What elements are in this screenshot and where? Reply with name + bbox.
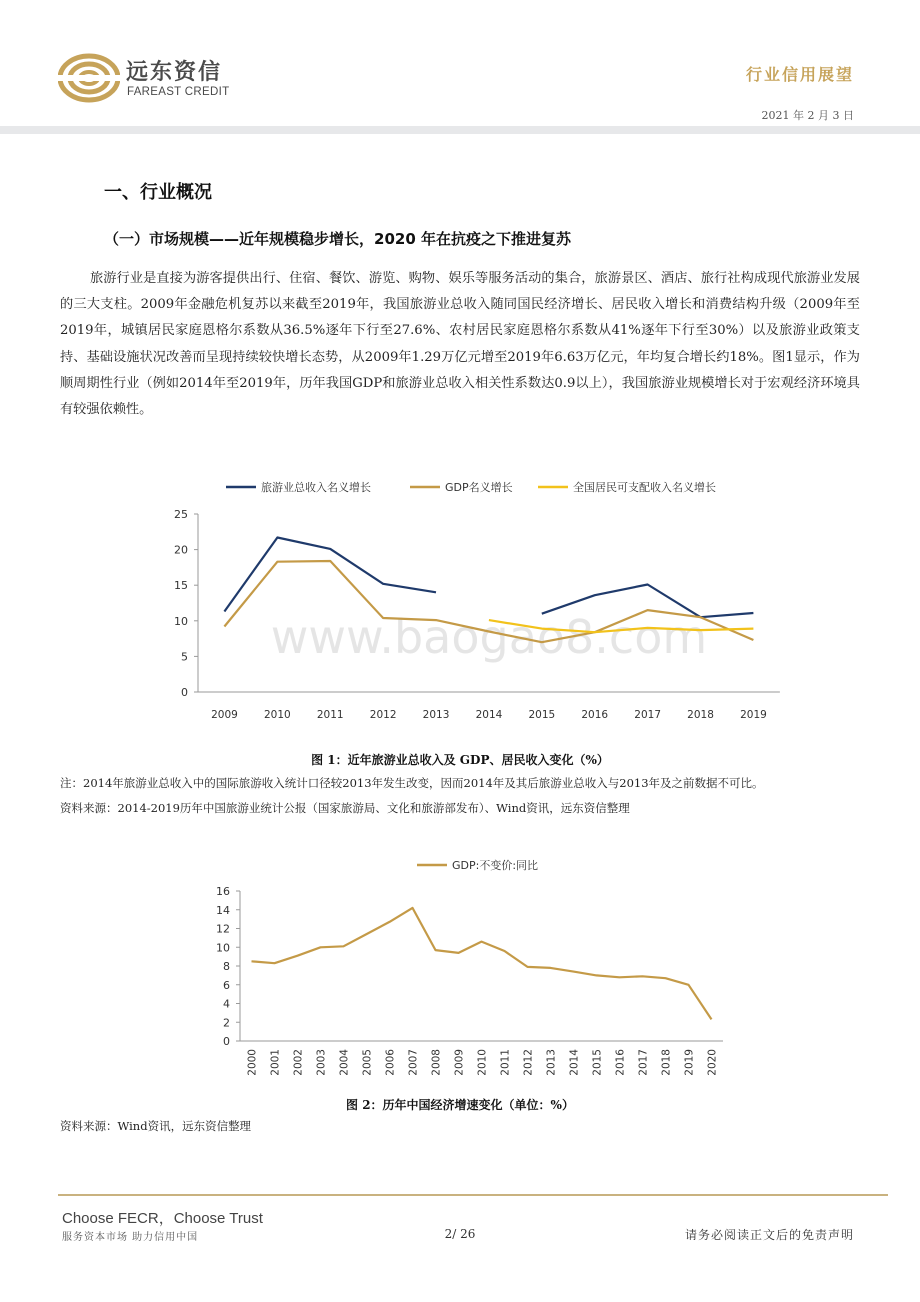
section-heading: 一、行业概况 — [104, 182, 212, 203]
figure2-caption: 图 2：历年中国经济增速变化（单位：%） — [346, 1098, 574, 1112]
watermark-text: www.baogao8.com — [270, 609, 708, 664]
x-tick-label: 2017 — [634, 709, 662, 721]
x-tick-label: 2016 — [614, 1049, 627, 1076]
y-tick-label: 14 — [216, 903, 230, 917]
x-tick-label: 2007 — [407, 1049, 420, 1076]
x-tick-label: 2014 — [475, 709, 503, 721]
x-tick-label: 2019 — [683, 1049, 696, 1076]
x-tick-label: 2001 — [269, 1049, 282, 1076]
subsection-heading: （一）市场规模——近年规模稳步增长，2020 年在抗疫之下推进复苏 — [104, 230, 571, 248]
footer-subslogan: 服务资本市场 助力信用中国 — [62, 1232, 199, 1243]
figure1-caption: 图 1：近年旅游业总收入及 GDP、居民收入变化（%） — [311, 753, 609, 767]
x-tick-label: 2002 — [292, 1049, 305, 1076]
figure1-chart — [0, 468, 920, 738]
y-tick-label: 12 — [216, 922, 230, 936]
y-tick-label: 0 — [223, 1035, 230, 1048]
x-tick-label: 2009 — [211, 709, 238, 721]
body-paragraph: 旅游行业是直接为游客提供出行、住宿、餐饮、游览、购物、娱乐等服务活动的集合，旅游景区、酒店、旅行社构成现代旅游业发展的三大支柱。2009年金融危机复苏以来截至2019年，我国旅游业总收入随同国民经济增长、居民收入增长和消费结构升级（2009年至2019年，城镇居民家庭恩格尔系数从36.5%逐年下行至27.6%、农村居民家庭恩格尔系数从41%逐年下行至30%）以及旅游业政策支持、基础设施状况改善而呈现持续较快增长态势，从2009年1.29万亿元增至2019年6.63万亿元，年均复合增长约18%。图1显示，作为顺周期性行业（例如2014年至2019年，历年我国GDP和旅游业总收入相关性系数达0.9以上），我国旅游业规模增长对于宏观经济环境具有较强依赖性。 — [60, 271, 860, 418]
x-tick-label: 2009 — [453, 1049, 466, 1076]
x-tick-label: 2018 — [687, 709, 714, 721]
x-tick-label: 2015 — [591, 1049, 604, 1076]
page-number: 2/ 26 — [444, 1227, 476, 1241]
footer-slogan: Choose FECR，Choose Trust — [62, 1210, 263, 1227]
x-tick-label: 2016 — [581, 709, 609, 721]
x-tick-label: 2010 — [476, 1049, 489, 1076]
header-divider — [0, 126, 920, 134]
x-tick-label: 2019 — [740, 709, 767, 721]
figure1-source: 资料来源：2014-2019历年中国旅游业统计公报（国家旅游局、文化和旅游部发布）、Wind资讯，远东资信整理 — [60, 801, 630, 815]
x-tick-label: 2012 — [522, 1049, 535, 1076]
x-tick-label: 2020 — [706, 1049, 719, 1076]
legend-label-3: 全国居民可支配收入名义增长 — [573, 481, 716, 494]
x-tick-label: 2008 — [430, 1049, 443, 1076]
figure1-note: 注：2014年旅游业总收入中的国际旅游收入统计口径较2013年发生改变，因而2014年及其后旅游业总收入与2013年及之前数据不可比。 — [60, 776, 764, 790]
y-tick-label: 0 — [181, 686, 188, 699]
x-tick-label: 2017 — [637, 1049, 650, 1076]
y-tick-label: 5 — [181, 650, 188, 664]
x-tick-label: 2004 — [338, 1049, 351, 1076]
y-tick-label: 16 — [216, 885, 230, 898]
report-date: 2021 年 2 月 3 日 — [761, 109, 854, 122]
figure2-source: 资料来源：Wind资讯，远东资信整理 — [60, 1119, 252, 1133]
x-tick-label: 2000 — [246, 1049, 259, 1076]
x-tick-label: 2006 — [384, 1049, 397, 1076]
y-tick-label: 10 — [216, 941, 230, 955]
series-line-1 — [252, 908, 712, 1020]
y-tick-label: 4 — [223, 997, 230, 1011]
x-tick-label: 2013 — [422, 709, 450, 721]
x-tick-label: 2003 — [315, 1049, 328, 1076]
report-type-title: 行业信用展望 — [745, 65, 854, 84]
y-tick-label: 10 — [174, 614, 188, 628]
fareast-logo-icon — [58, 52, 120, 104]
series-line-1 — [224, 538, 436, 612]
x-tick-label: 2005 — [361, 1049, 374, 1076]
y-tick-label: 20 — [174, 543, 188, 557]
y-tick-label: 2 — [223, 1016, 230, 1030]
x-tick-label: 2011 — [316, 709, 344, 721]
y-tick-label: 15 — [174, 579, 188, 593]
x-tick-label: 2018 — [660, 1049, 673, 1076]
legend-label-2: GDP名义增长 — [445, 481, 513, 494]
x-tick-label: 2011 — [499, 1049, 512, 1076]
x-tick-label: 2014 — [568, 1049, 581, 1076]
y-tick-label: 25 — [174, 508, 188, 521]
figure2-chart — [0, 848, 920, 1088]
logo-text-cn: 远东资信 — [126, 60, 223, 85]
footer-disclaimer: 请务必阅读正文后的免责声明 — [684, 1228, 854, 1242]
x-tick-label: 2010 — [263, 709, 291, 721]
y-tick-label: 8 — [223, 960, 230, 973]
x-tick-label: 2015 — [528, 709, 556, 721]
legend-label-1: 旅游业总收入名义增长 — [261, 481, 371, 494]
legend-label-1: GDP:不变价:同比 — [452, 859, 539, 872]
x-tick-label: 2012 — [369, 709, 397, 721]
x-tick-label: 2013 — [545, 1049, 558, 1076]
y-tick-label: 6 — [223, 978, 230, 992]
footer-divider — [58, 1194, 888, 1196]
logo-text-en: FAREAST CREDIT — [127, 86, 230, 98]
